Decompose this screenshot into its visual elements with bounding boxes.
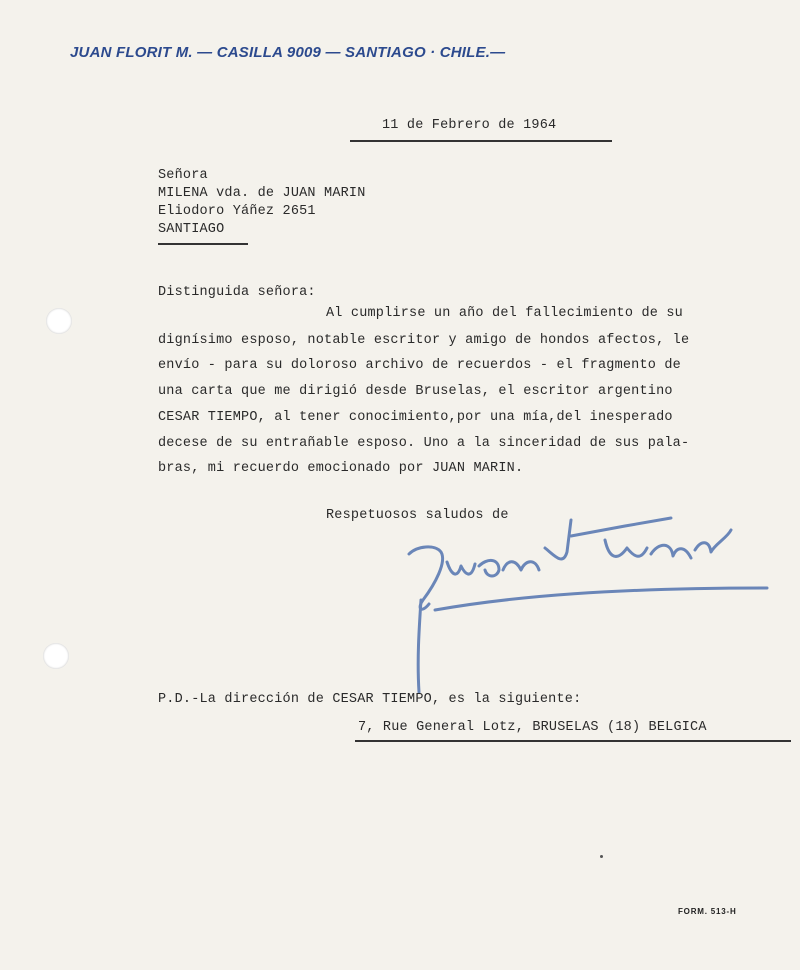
body-line-5: CESAR TIEMPO, al tener conocimiento,por una mía,del inesperado bbox=[158, 410, 673, 425]
postscript-line-1: P.D.-La dirección de CESAR TIEMPO, es la siguiente: bbox=[158, 692, 582, 707]
date-underline bbox=[350, 140, 612, 142]
ink-speck bbox=[600, 855, 603, 858]
body-line-3: envío - para su doloroso archivo de recuerdos - el fragmento de bbox=[158, 358, 681, 373]
greeting: Distinguida señora: bbox=[158, 285, 316, 300]
letter-date: 11 de Febrero de 1964 bbox=[382, 118, 557, 133]
form-code: FORM. 513-H bbox=[678, 907, 737, 916]
body-line-4: una carta que me dirigió desde Bruselas, el escritor argentino bbox=[158, 384, 673, 399]
punch-hole-bottom bbox=[43, 643, 69, 669]
address-underline bbox=[355, 740, 791, 742]
recipient-city: SANTIAGO bbox=[158, 222, 225, 237]
body-line-2: dignísimo esposo, notable escritor y amigo de hondos afectos, le bbox=[158, 333, 690, 348]
body-line-7: bras, mi recuerdo emocionado por JUAN MARIN. bbox=[158, 461, 524, 476]
recipient-street: Eliodoro Yáñez 2651 bbox=[158, 204, 316, 219]
handwritten-signature bbox=[395, 500, 795, 700]
body-line-1: Al cumplirse un año del fallecimiento de su bbox=[326, 306, 683, 321]
recipient-name: MILENA vda. de JUAN MARIN bbox=[158, 186, 366, 201]
closing: Respetuosos saludos de bbox=[326, 508, 509, 523]
punch-hole-top bbox=[46, 308, 72, 334]
body-line-6: decese de su entrañable esposo. Uno a la sinceridad de sus pala- bbox=[158, 436, 690, 451]
city-underline bbox=[158, 243, 248, 245]
postscript-line-2: 7, Rue General Lotz, BRUSELAS (18) BELGICA bbox=[358, 720, 707, 735]
letterhead: JUAN FLORIT M. — CASILLA 9009 — SANTIAGO · CHILE.— bbox=[70, 44, 506, 61]
recipient-title: Señora bbox=[158, 168, 208, 183]
